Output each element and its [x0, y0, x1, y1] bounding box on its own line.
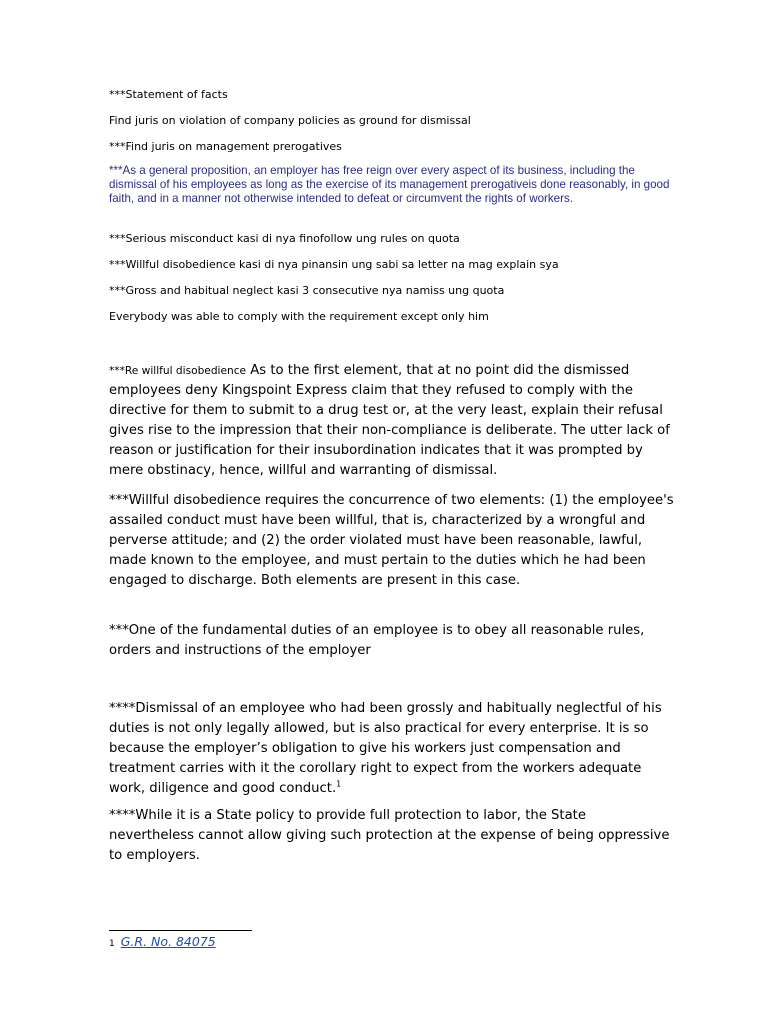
footnote-reference[interactable]: 1 — [336, 779, 342, 789]
footnote-link[interactable]: G.R. No. 84075 — [120, 934, 216, 949]
general-proposition-paragraph: ***As a general proposition, an employer has free reign over every aspect of its business, including the dismissal of his employees as long as the exercise of its management prerogativeis done reasonably, in good faith, and in a manner not otherwise intended to defeat or circumvent the rights of workers. — [109, 164, 670, 205]
willful-disobedience-paragraph — [109, 361, 674, 481]
note-everybody-complied: Everybody was able to comply with the requirement except only him — [109, 310, 489, 323]
note-find-juris-prerogatives: ***Find juris on management prerogatives — [109, 140, 342, 153]
fundamental-duty-paragraph: ***One of the fundamental duties of an employee is to obey all reasonable rules, orders and instructions of the employer — [109, 623, 645, 658]
state-policy-paragraph: ****While it is a State policy to provide full protection to labor, the State nevertheless cannot allow giving such protection at the expense of being oppressive to employers. — [109, 808, 670, 863]
ground-serious-misconduct: ***Serious misconduct kasi di nya finofollow ung rules on quota — [109, 232, 460, 245]
footnote-number: 1 — [109, 939, 115, 949]
footnote — [109, 934, 216, 952]
two-elements-paragraph: ***Willful disobedience requires the concurrence of two elements: (1) the employee's assailed conduct must have been willful, that is, characterized by a wrongful and perverse attitude; and (2) the order violated must have been reasonable, lawful, made known to the employee, and must pertain to the duties which he had been engaged to discharge. Both elements are present in this case. — [109, 493, 674, 588]
note-find-juris-policies: Find juris on violation of company policies as ground for dismissal — [109, 114, 471, 127]
neglect-text: ****Dismissal of an employee who had been grossly and habitually neglectful of his duties is not only legally allowed, but is also practical for every enterprise. It is so because the employer’s obligation to give his workers just compensation and treatment carries with it the corollary right to expect from the workers adequate work, diligence and good conduct. — [109, 701, 662, 796]
willful-text: As to the first element, that at no point did the dismissed employees deny Kingspoint Express claim that they refused to comply with the directive for them to submit to a drug test or, at the very least, explain their refusal gives rise to the impression that their non-compliance is deliberate. The utter lack of reason or justification for their insubordination indicates that it was prompted by mere obstinacy, hence, willful and warranting of dismissal. — [109, 363, 670, 478]
gross-neglect-paragraph — [109, 699, 674, 799]
willful-lead: ***Re willful disobedience — [109, 365, 247, 377]
ground-willful-disobedience: ***Willful disobedience kasi di nya pinansin ung sabi sa letter na mag explain sya — [109, 258, 559, 271]
ground-gross-neglect: ***Gross and habitual neglect kasi 3 consecutive nya namiss ung quota — [109, 284, 505, 297]
note-statement-of-facts: ***Statement of facts — [109, 88, 228, 101]
footnote-divider — [109, 930, 252, 931]
